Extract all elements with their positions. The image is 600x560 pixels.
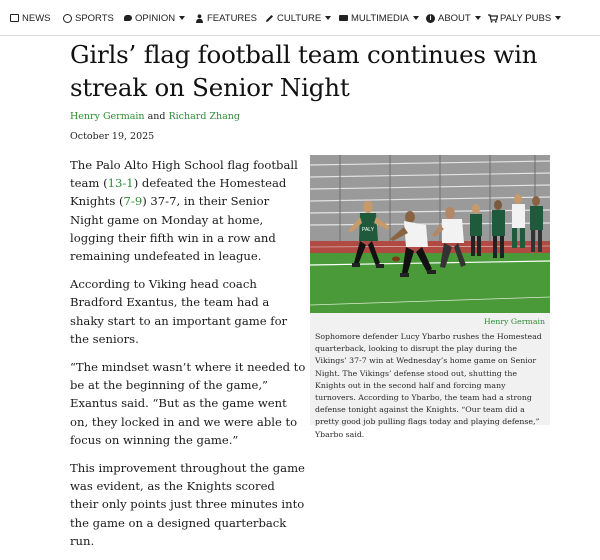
- paragraph-text: The Palo Alto High School flag football team (: [70, 158, 298, 191]
- record-link[interactable]: 13-1: [107, 176, 134, 191]
- nav-features[interactable]: [195, 12, 257, 24]
- article-photo[interactable]: [310, 155, 550, 313]
- info-icon: i: [426, 14, 435, 23]
- nav-about-label: ABOUT: [438, 12, 471, 24]
- nav-news[interactable]: [10, 12, 51, 24]
- nav-sports-label: SPORTS: [75, 12, 114, 24]
- cart-icon: [488, 14, 497, 23]
- byline-and: and: [147, 111, 166, 122]
- nav-paly-pubs[interactable]: [488, 12, 561, 24]
- people-icon: [195, 14, 204, 23]
- article-title: Girls’ flag football team continues win streak on Senior Night: [70, 40, 538, 102]
- paragraph-text: ) 37-7, in their Senior Night game on Monday at home, logging their fifth win in a row and remaining undefeated in league.: [70, 194, 276, 264]
- news-icon: [10, 14, 19, 22]
- nav-about[interactable]: [426, 12, 481, 24]
- chevron-down-icon: [475, 16, 481, 20]
- nav-opinion[interactable]: [124, 12, 185, 24]
- photo-illustration: [310, 155, 550, 313]
- pencil-icon: [265, 14, 274, 23]
- publish-date: October 19, 2025: [70, 131, 155, 142]
- sports-ball-icon: [63, 14, 72, 23]
- paragraph: This improvement throughout the game was evident, as the Knights scored their only points just three minutes into the game on a designed quarterback run.: [70, 461, 305, 548]
- nav-paly-pubs-label: PALY PUBS: [500, 12, 552, 24]
- author-link[interactable]: Henry Germain: [70, 111, 145, 122]
- chevron-down-icon: [413, 16, 419, 20]
- paragraph: [70, 156, 306, 265]
- article-body: [70, 156, 306, 560]
- paragraph: According to Viking head coach Bradford Exantus, the team had a shaky start to an important game for the seniors.: [70, 277, 288, 346]
- photo-caption: Sophomore defender Lucy Ybarbo rushes the Homestead quarterback, looking to disrupt the play during the Vikings’ 37-7 win at Wednesday’s home game on Senior Night. The Vikings’ defense stood out, shutting the Knights out in the second half and forcing many turnovers. According to Ybarbo, the team had a strong defense tonight against the Knights. “Our team did a pretty good job pulling flags today and playing defense,” Ybarbo said.: [315, 332, 542, 439]
- svg-text:PALY: PALY: [362, 227, 375, 233]
- top-nav: [0, 0, 600, 36]
- chevron-down-icon: [325, 16, 331, 20]
- nav-news-label: NEWS: [22, 12, 51, 24]
- paragraph-text: ) defeated the Homestead Knights (: [70, 176, 287, 209]
- record-link[interactable]: 7-9: [123, 194, 143, 209]
- nav-features-label: FEATURES: [207, 12, 257, 24]
- nav-culture[interactable]: [265, 12, 331, 24]
- photo-credit[interactable]: Henry Germain: [483, 317, 545, 326]
- nav-multimedia[interactable]: [339, 12, 419, 24]
- byline: [70, 111, 240, 122]
- chevron-down-icon: [179, 16, 185, 20]
- nav-opinion-label: OPINION: [135, 12, 176, 24]
- speech-bubble-icon: [124, 15, 132, 21]
- chevron-down-icon: [555, 16, 561, 20]
- author-link[interactable]: Richard Zhang: [168, 111, 241, 122]
- photo-figure: [310, 155, 550, 439]
- nav-culture-label: CULTURE: [277, 12, 322, 24]
- paragraph: “The mindset wasn’t where it needed to be at the beginning of the game,” Exantus said. “But as the game went on, they locked in and we were able to focus on winning the game.”: [70, 360, 306, 447]
- nav-sports[interactable]: [63, 12, 114, 24]
- nav-multimedia-label: MULTIMEDIA: [351, 12, 409, 24]
- camera-icon: [339, 15, 348, 21]
